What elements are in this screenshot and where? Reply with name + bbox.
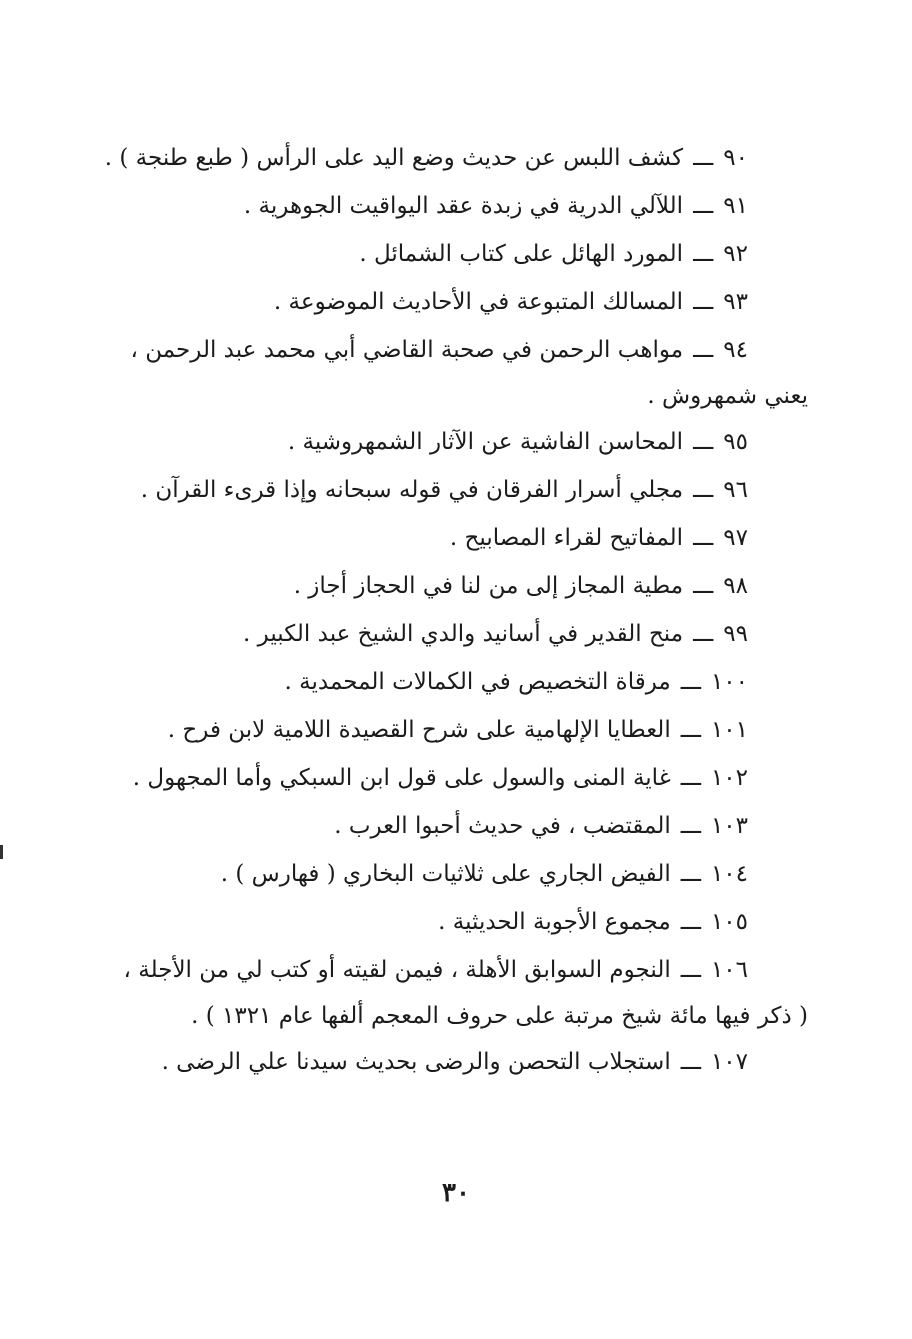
entry-number: ١٠١	[710, 717, 748, 743]
entry-number: ١٠٧	[710, 1049, 748, 1075]
entry-dash: ـــ	[693, 289, 714, 315]
entry-number: ٩٣	[723, 289, 748, 315]
entry-title: اللآلي الدرية في زبدة عقد اليواقيت الجوهرية .	[243, 193, 684, 219]
page-number: ٣٠	[442, 1178, 470, 1208]
list-item	[108, 1038, 748, 1086]
entry-title: المسالك المتبوعة في الأحاديث الموضوعة .	[273, 289, 684, 315]
entry-title: مرقاة التخصيص في الكمالات المحمدية .	[284, 669, 671, 695]
entry-number: ١٠٥	[710, 909, 748, 935]
entry-dash: ـــ	[680, 1049, 701, 1075]
list-item	[108, 230, 748, 278]
entry-title: المفاتيح لقراء المصابيح .	[449, 525, 684, 551]
entry-continuation: ( ذكر فيها مائة شيخ مرتبة على حروف المعجم ألفها عام ١٣٢١ ) .	[191, 1003, 808, 1029]
entry-number: ١٠٠	[710, 669, 748, 695]
entry-dash: ـــ	[680, 957, 701, 983]
list-item	[108, 658, 748, 706]
list-item	[108, 182, 748, 230]
list-item	[108, 278, 748, 326]
entry-dash: ـــ	[693, 241, 714, 267]
entry-dash: ـــ	[680, 717, 701, 743]
entry-number: ٩٤	[723, 337, 748, 363]
entry-dash: ـــ	[680, 861, 701, 887]
entry-title: المحاسن الفاشية عن الآثار الشمهروشية .	[287, 429, 684, 455]
entry-dash: ـــ	[693, 477, 714, 503]
list-item	[104, 134, 748, 182]
entry-number: ٩٨	[723, 573, 748, 599]
entry-number: ٩٠	[723, 145, 748, 171]
entry-dash: ـــ	[693, 145, 714, 171]
entry-dash: ـــ	[693, 193, 714, 219]
list-item	[108, 898, 748, 946]
entry-number: ١٠٤	[710, 861, 748, 887]
list-item	[108, 706, 748, 754]
entry-number: ٩٢	[723, 241, 748, 267]
entry-title: العطايا الإلهامية على شرح القصيدة اللامية لابن فرح .	[167, 717, 671, 743]
list-item	[108, 610, 748, 658]
list-item	[108, 754, 748, 802]
list-item	[108, 946, 808, 1038]
entry-continuation: يعني شمهروش .	[647, 383, 808, 409]
entry-title: مجلي أسرار الفرقان في قوله سبحانه وإذا قرىء القرآن .	[140, 477, 684, 503]
list-item	[108, 562, 748, 610]
list-item	[108, 802, 748, 850]
list-item	[108, 326, 808, 418]
entry-dash: ـــ	[693, 525, 714, 551]
entry-title: استجلاب التحصن والرضى بحديث سيدنا علي الرضى .	[161, 1049, 671, 1075]
entry-title: منح القدير في أسانيد والدي الشيخ عبد الكبير .	[243, 621, 684, 647]
entry-title: المقتضب ، في حديث أحبوا العرب .	[334, 813, 671, 839]
entry-dash: ـــ	[680, 669, 701, 695]
list-item	[108, 850, 748, 898]
scan-margin-mark	[0, 845, 3, 859]
entry-title: المورد الهائل على كتاب الشمائل .	[359, 241, 684, 267]
book-list	[104, 134, 808, 1086]
entry-title: مواهب الرحمن في صحبة القاضي أبي محمد عبد الرحمن ،	[130, 337, 684, 363]
entry-number: ٩٥	[723, 429, 748, 455]
entry-title: مجموع الأجوبة الحديثية .	[438, 909, 671, 935]
list-item	[108, 418, 748, 466]
entry-number: ١٠٦	[710, 957, 748, 983]
entry-dash: ـــ	[693, 573, 714, 599]
entry-title: النجوم السوابق الأهلة ، فيمن لقيته أو كتب لي من الأجلة ،	[123, 957, 671, 983]
entry-dash: ـــ	[680, 765, 701, 791]
entry-title: الفيض الجاري على ثلاثيات البخاري ( فهارس ) .	[220, 861, 671, 887]
entry-dash: ـــ	[693, 621, 714, 647]
list-item	[108, 514, 748, 562]
entry-number: ١٠٢	[710, 765, 748, 791]
entry-dash: ـــ	[680, 909, 701, 935]
entry-number: ٩٧	[723, 525, 748, 551]
list-item	[108, 466, 748, 514]
entry-title: غاية المنى والسول على قول ابن السبكي وأما المجهول .	[132, 765, 671, 791]
entry-number: ٩٦	[723, 477, 748, 503]
entry-dash: ـــ	[680, 813, 701, 839]
entry-number: ١٠٣	[710, 813, 748, 839]
entry-dash: ـــ	[693, 337, 714, 363]
entry-number: ٩١	[723, 193, 748, 219]
entry-dash: ـــ	[693, 429, 714, 455]
entry-title: مطية المجاز إلى من لنا في الحجاز أجاز .	[293, 573, 684, 599]
entry-number: ٩٩	[723, 621, 748, 647]
entry-title: كشف اللبس عن حديث وضع اليد على الرأس ( طبع طنجة ) .	[104, 145, 684, 171]
